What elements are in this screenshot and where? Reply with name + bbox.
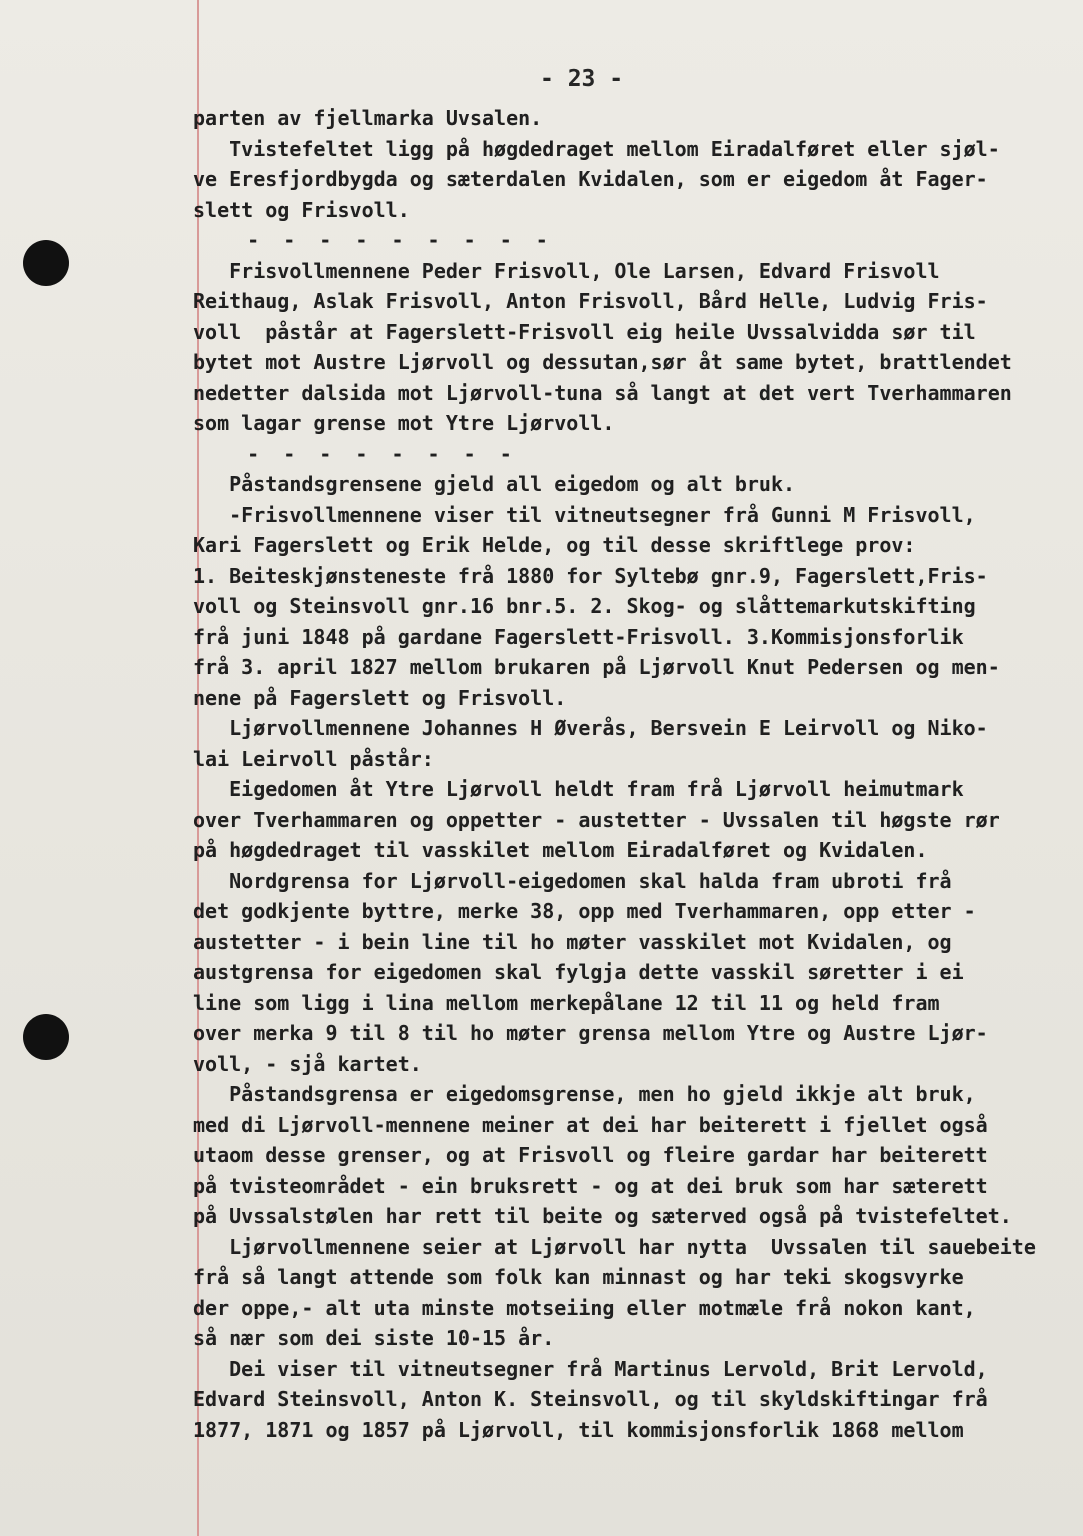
document-body xyxy=(193,103,1073,1445)
text-line: Kari Fagerslett og Erik Helde, og til desse skriftlege prov: xyxy=(193,533,916,557)
text-line: -Frisvollmennene viser til vitneutsegner frå Gunni M Frisvoll, xyxy=(193,502,976,527)
text-line: på Uvssalstølen har rett til beite og sæterved også på tvistefeltet. xyxy=(193,1204,1012,1228)
text-line: lai Leirvoll påstår: xyxy=(193,746,434,771)
text-line: så nær som dei siste 10-15 år. xyxy=(193,1326,555,1350)
text-line: der oppe,- alt uta minste motseiing eller motmæle frå nokon kant, xyxy=(193,1295,976,1320)
punch-hole xyxy=(23,1014,69,1060)
text-line: nedetter dalsida mot Ljørvoll-tuna så langt at det vert Tverhammaren xyxy=(193,380,1012,405)
text-line: på tvisteområdet - ein bruksrett - og at dei bruk som har sæterett xyxy=(193,1173,988,1198)
text-line: nene på Fagerslett og Frisvoll. xyxy=(193,685,567,710)
text-line: frå 3. april 1827 mellom brukaren på Ljørvoll Knut Pedersen og men- xyxy=(193,655,1000,679)
text-line: Tvistefeltet ligg på høgdedraget mellom Eiradalføret eller sjøl- xyxy=(193,136,1000,161)
text-line: Påstandsgrensene gjeld all eigedom og alt bruk. xyxy=(193,472,796,496)
text-line: Ljørvollmennene seier at Ljørvoll har nytta Uvssalen til sauebeite xyxy=(193,1234,1036,1259)
text-line: voll påstår at Fagerslett-Frisvoll eig heile Uvssalvidda sør til xyxy=(193,319,976,344)
page-number: - 23 - xyxy=(540,66,624,92)
text-line: ve Eresfjordbygda og sæterdalen Kvidalen, som er eigedom åt Fager- xyxy=(193,167,988,191)
text-line: voll og Steinsvoll gnr.16 bnr.5. 2. Skog- og slåttemarkutskifting xyxy=(193,594,976,618)
text-line: frå juni 1848 på gardane Fagerslett-Frisvoll. 3.Kommisjonsforlik xyxy=(193,624,964,649)
text-line: slett og Frisvoll. xyxy=(193,197,410,222)
text-line: Edvard Steinsvoll, Anton K. Steinsvoll, og til skyldskiftingar frå xyxy=(193,1387,988,1411)
text-line: Eigedomen åt Ytre Ljørvoll heldt fram frå Ljørvoll heimutmark xyxy=(193,777,964,801)
text-line: det godkjente byttre, merke 38, opp med Tverhammaren, opp etter - xyxy=(193,899,976,923)
text-line: 1877, 1871 og 1857 på Ljørvoll, til kommisjonsforlik 1868 mellom xyxy=(193,1417,964,1442)
text-line: som lagar grense mot Ytre Ljørvoll. xyxy=(193,411,615,435)
text-line: parten av fjellmarka Uvsalen. xyxy=(193,106,543,130)
text-line: - - - - - - - - xyxy=(193,441,518,466)
text-line: med di Ljørvoll-mennene meiner at dei har beiterett i fjellet også xyxy=(193,1112,988,1137)
text-line: Nordgrensa for Ljørvoll-eigedomen skal halda fram ubroti frå xyxy=(193,868,952,893)
text-line: Dei viser til vitneutsegner frå Martinus Lervold, Brit Lervold, xyxy=(193,1356,988,1381)
text-line: på høgdedraget til vasskilet mellom Eiradalføret og Kvidalen. xyxy=(193,838,928,862)
text-line: over merka 9 til 8 til ho møter grensa mellom Ytre og Austre Ljør- xyxy=(193,1021,988,1045)
text-line: austetter - i bein line til ho møter vasskilet mot Kvidalen, og xyxy=(193,929,952,954)
text-line: Påstandsgrensa er eigedomsgrense, men ho gjeld ikkje alt bruk, xyxy=(193,1082,976,1106)
text-line: frå så langt attende som folk kan minnast og har teki skogsvyrke xyxy=(193,1265,964,1289)
text-line: - - - - - - - - - xyxy=(193,228,554,252)
text-line: line som ligg i lina mellom merkepålane 12 til 11 og held fram xyxy=(193,990,940,1015)
text-line: Frisvollmennene Peder Frisvoll, Ole Larsen, Edvard Frisvoll xyxy=(193,258,940,283)
text-line: 1. Beiteskjønsteneste frå 1880 for Syltebø gnr.9, Fagerslett,Fris- xyxy=(193,563,988,588)
text-line: voll, - sjå kartet. xyxy=(193,1051,422,1076)
punch-hole xyxy=(23,240,69,286)
text-line: Ljørvollmennene Johannes H Øverås, Bersvein E Leirvoll og Niko- xyxy=(193,716,988,740)
text-line: bytet mot Austre Ljørvoll og dessutan,sør åt same bytet, brattlendet xyxy=(193,350,1012,374)
text-line: Reithaug, Aslak Frisvoll, Anton Frisvoll, Bård Helle, Ludvig Fris- xyxy=(193,289,988,313)
text-line: austgrensa for eigedomen skal fylgja dette vasskil søretter i ei xyxy=(193,960,964,984)
text-line: utaom desse grenser, og at Frisvoll og fleire gardar har beiterett xyxy=(193,1143,988,1167)
text-line: over Tverhammaren og oppetter - austetter - Uvssalen til høgste rør xyxy=(193,807,1000,832)
